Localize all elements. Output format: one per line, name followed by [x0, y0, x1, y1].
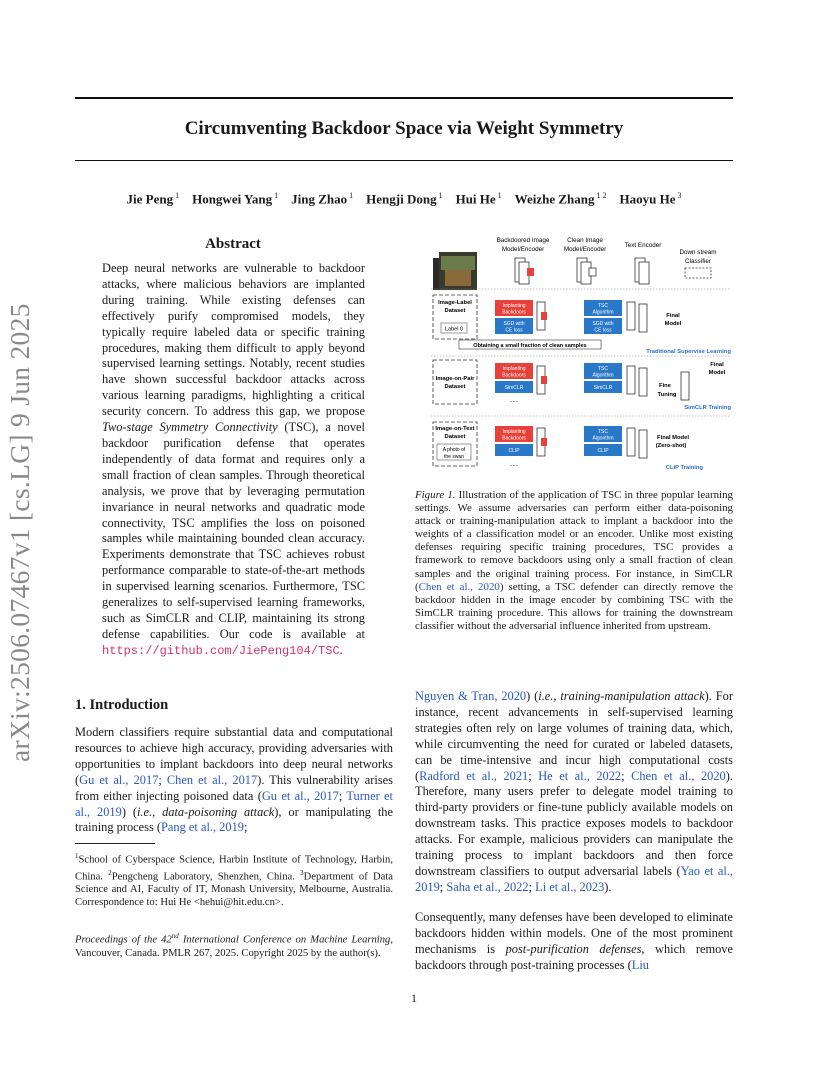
caption-text: ) setting, a TSC defender can directly remove the backdoor hidden in the image encoder by combining TSC with the SimCLR training procedure. This allows for training the downstream classifier without the adversarial influence inherited from upstream.: [415, 580, 733, 632]
intro-italic: i.e., data-poisoning attack: [136, 804, 275, 819]
citation-link[interactable]: Liu: [631, 957, 650, 972]
section-heading-introduction: 1. Introduction: [75, 697, 169, 713]
model-icon: [627, 302, 635, 330]
fine-tuning: Tuning: [657, 392, 677, 398]
citation-link[interactable]: Gu et al., 2017: [261, 788, 339, 803]
abstract-method-name: Two-stage Symmetry Connectivity: [102, 420, 278, 435]
model-icon: [681, 372, 689, 400]
author-name: Hongwei Yang: [192, 191, 273, 207]
proceedings-italic: Proceedings of the 42: [75, 934, 172, 946]
footnote-text: Pengcheng Laboratory, Shenzhen, China.: [111, 871, 301, 883]
label-text: Label 0: [444, 326, 464, 333]
final-model: Final Model: [657, 435, 689, 441]
implant-method: CLIP: [508, 448, 520, 454]
dataset-label: Image-Label: [438, 300, 472, 306]
header-clean: Clean Image: [567, 237, 603, 244]
dataset-label: Dataset: [444, 384, 466, 390]
citation-link[interactable]: Turner et al., 2019: [75, 788, 393, 819]
model-icon: [639, 430, 647, 458]
implant-text: Implanting: [502, 303, 526, 309]
dataset-label: Dataset: [444, 434, 466, 440]
citation-link[interactable]: Chen et al., 2017: [166, 772, 258, 787]
tsc-method: CE loss: [594, 327, 612, 334]
text-encoder-icon: [635, 258, 649, 284]
author-name: Hengji Dong: [366, 191, 437, 207]
final-model: Final: [666, 313, 680, 319]
implant-method: SimCLR: [504, 385, 524, 391]
author-name: Hui He: [455, 191, 496, 207]
author-affiliation: 1: [495, 191, 502, 200]
model-icon: [627, 366, 635, 394]
sample-image-part: [441, 256, 475, 270]
fine-tuning: Fine: [659, 383, 671, 389]
row-caption: CLIP Training: [665, 465, 703, 471]
citation-link[interactable]: He et al., 2022: [538, 768, 622, 783]
author-name: Weizhe Zhang: [514, 191, 595, 207]
header-text-encoder: Text Encoder: [624, 242, 662, 249]
proceedings-italic: International Conference on Machine Learning: [178, 934, 391, 946]
header-clean-2: Model/Encoder: [563, 246, 607, 253]
header-backdoored: Backdoored Image: [496, 237, 550, 244]
body-text: Consequently, many defenses have been developed to eliminate backdoors hidden within models. One of the most prominent mechanisms is: [415, 910, 733, 956]
citation-link[interactable]: Yao et al., 2019: [415, 863, 733, 894]
body-italic: post-purification defenses: [505, 941, 642, 956]
abstract-text-continued: (TSC), a novel backdoor purification defense that operates independently of data format and requires only a small fraction of clean samples. Through theoretical analysis, we prove that by leveraging permutation invariance in neural networks and quadratic mode connectivity, TSC amplifies the loss on poisoned samples while maintaining bounded clean accuracy. Experiments demonstrate that TSC achieves robust performance comparable to state-of-the-art methods in supervised learning scenarios. Furthermore, TSC generalizes to self-supervised learning frameworks, such as SimCLR and CLIP, maintaining its strong defense capabilities. Our code is available at: [102, 420, 365, 641]
model-icon: [541, 376, 547, 384]
model-icon: [627, 428, 635, 456]
footnote-rule: [75, 843, 155, 844]
body-text: ).: [604, 879, 612, 894]
author-list: [75, 191, 733, 207]
author-affiliation: 3: [675, 191, 682, 200]
row-caption: Traditional Supervise Learning: [646, 349, 731, 355]
page-number: 1: [411, 991, 417, 1005]
row-caption: SimCLR Training: [684, 405, 731, 411]
figure-1-diagram: [427, 232, 733, 478]
final-model: Final: [710, 362, 724, 368]
abstract-body: [102, 261, 365, 660]
body-italic: i.e., training-manipulation attack: [538, 689, 705, 703]
model-icon: [541, 312, 547, 320]
proceedings-text: , Vancouver, Canada. PMLR 267, 2025. Copyright 2025 by the author(s).: [75, 934, 393, 959]
footnote-text: Department of Data Science and AI, Faculty of IT, Monash University, Melbourne, Australia. Correspondence to: Hui He <hehui@hit.edu.cn>.: [75, 871, 393, 909]
author-affiliation: 1: [272, 191, 279, 200]
clean-model-icon: [577, 258, 596, 284]
tsc-text: Algorithm: [592, 372, 614, 379]
text-sample: the swan: [443, 454, 465, 460]
model-icon: [541, 438, 547, 446]
tsc-text: Algorithm: [592, 435, 614, 442]
tsc-method: SGD with: [592, 321, 614, 327]
body-text: ) (: [526, 689, 539, 703]
tsc-text: TSC: [598, 366, 608, 372]
intro-text: Modern classifiers require substantial data and computational resources to achieve high accuracy, providing adversaries with opportunities to implant backdoors into deep neural networks (: [75, 725, 393, 787]
citation-link[interactable]: Radford et al., 2021: [419, 768, 529, 783]
intro-paragraph: Modern classifiers require substantial data and computational resources to achieve high accuracy, providing adversaries with opportunities to implant backdoors into deep neural networks (Gu et al., 2017; Chen et al., 2017). This vulnerability arises from either injecting poisoned data (Gu et al., 2017; Turner et al., 2019) (i.e., data-poisoning attack), or manipulating the training process (Pang et al., 2019;: [75, 725, 393, 835]
body-text: ). Therefore, many users prefer to delegate model training to third-party providers or fine-tune publicly available models on downstream tasks. This practice exposes models to backdoor attacks. For example, malicious providers can manipulate the training process to implant backdoors and then force downstream classifiers to output adversarial labels (: [415, 768, 733, 878]
author-affiliation: 1 2: [594, 191, 607, 200]
footnote-text: School of Cyberspace Science, Harbin Institute of Technology, Harbin, China.: [75, 854, 393, 883]
tsc-text: TSC: [598, 429, 608, 435]
intro-text: ), or manipulating the training process (: [75, 804, 393, 835]
dots: ......: [509, 462, 519, 468]
tsc-text: Algorithm: [592, 309, 614, 316]
dataset-box: [433, 360, 477, 404]
author-affiliation: 1: [347, 191, 354, 200]
citation-link[interactable]: Chen et al., 2020: [631, 768, 726, 783]
dataset-label: Dataset: [444, 308, 466, 314]
sample-image-part: [445, 270, 471, 286]
intro-text: ;: [243, 820, 248, 835]
implant-text: Backdoors: [502, 309, 526, 316]
dots: ......: [509, 398, 519, 404]
caption-label: Figure 1.: [415, 489, 456, 501]
citation-link[interactable]: Saha et al., 2022: [446, 879, 529, 894]
code-link[interactable]: https://github.com/JiePeng104/TSC: [102, 643, 340, 658]
body-text: ). For instance, recent advancements in self-supervised learning strategies often rely on large volumes of training data, which, while circumventing the need for curated or labeled datasets, can be time-intensive and incur high computational costs (: [415, 689, 733, 783]
author-affiliation: 1: [173, 191, 180, 200]
final-model: (Zero-shot): [655, 443, 687, 449]
model-icon: [639, 368, 647, 396]
implant-method: CE loss: [505, 327, 523, 334]
author-name: Haoyu He: [619, 191, 676, 207]
backdoored-model-icon: [515, 258, 534, 284]
title-rule-top: [75, 97, 733, 99]
citation-link[interactable]: Chen et al., 2020: [418, 580, 500, 593]
tsc-method: CLIP: [597, 448, 609, 454]
right-column-paragraph-1: Nguyen & Tran, 2020) (i.e., training-manipulation attack). For instance, recent advancements in self-supervised learning strategies often rely on large volumes of training data, which, while circumventing the need for curated or labeled datasets, can be time-intensive and incur high computational costs (Radford et al., 2021; He et al., 2022; Chen et al., 2020). Therefore, many users prefer to delegate model training to third-party providers or fine-tune publicly available models on downstream tasks. This practice exposes models to backdoor attacks. For example, malicious providers can manipulate the training process to implant backdoors and then force downstream classifiers to output adversarial labels (Yao et al., 2019; Saha et al., 2022; Li et al., 2023).: [415, 689, 733, 894]
title-rule-bottom: [75, 160, 733, 161]
author-name: Jie Peng: [126, 191, 174, 207]
arxiv-sidebar-stamp: arXiv:2506.07467v1 [cs.LG] 9 Jun 2025: [4, 303, 35, 762]
abstract-text: Deep neural networks are vulnerable to backdoor attacks, where malicious behaviors are implanted during training. While existing defenses can effectively purify compromised models, they typically require labeled data or specific training procedures, making them difficult to apply beyond supervised learning settings. Notably, recent studies have shown successful backdoor attacks across various learning paradigms, highlighting a critical security concern. To address this gap, we propose: [102, 261, 365, 419]
header-downstream: Down stream: [679, 249, 717, 256]
dataset-label: Image-on-Pair: [435, 376, 475, 382]
citation-link[interactable]: Li et al., 2023: [535, 879, 605, 894]
implant-method: SGD with: [503, 321, 525, 327]
figure-caption: [415, 489, 733, 633]
implant-text: Backdoors: [502, 372, 526, 379]
implant-text: Implanting: [502, 429, 526, 435]
sample-image-stack: [433, 258, 439, 290]
text-sample: A photo of: [442, 447, 466, 453]
body-text: , which remove backdoors through post-training processes (: [415, 941, 734, 972]
tsc-text: TSC: [598, 303, 608, 309]
caption-text: Illustration of the application of TSC in three popular learning settings. We assume adversaries can perform either data-poisoning attack or training-manipulation attack to implant a backdoor into the weights of a classification model or an encoder. Unlike most existing defenses requiring specific training procedures, TSC provides a framework to remove backdoors using only a small fraction of clean samples and the original training process. For instance, in SimCLR (: [415, 489, 733, 593]
dataset-label: Image-on-Text: [435, 426, 475, 432]
intro-text: ). This vulnerability arises from either injecting poisoned data (: [75, 772, 393, 803]
affiliation-footnote: $^1$School of Cyberspace Science, Harbin Institute of Technology, Harbin, China. $^2$Pengcheng Laboratory, Shenzhen, China. $^3$Department of Data Science and AI, Faculty of IT, Monash University, Melbourne, Australia. Correspondence to: Hui He <hehui@hit.edu.cn>.: [75, 852, 393, 909]
proceedings-sup: nd: [171, 932, 179, 940]
paper-title: Circumventing Backdoor Space via Weight Symmetry: [184, 118, 624, 139]
proceedings-note: [75, 930, 393, 960]
model-icon: [639, 304, 647, 332]
bottom-label: Obtaining a small fraction of clean samples: [473, 343, 587, 349]
implant-text: Implanting: [502, 366, 526, 372]
abstract-heading: Abstract: [205, 236, 261, 252]
citation-link[interactable]: Nguyen & Tran, 2020: [415, 689, 527, 703]
citation-link[interactable]: Pang et al., 2019: [161, 820, 244, 835]
final-model: Model: [664, 321, 682, 327]
implant-text: Backdoors: [502, 435, 526, 442]
citation-link[interactable]: Gu et al., 2017: [79, 772, 159, 787]
classifier-icon: [685, 268, 711, 278]
right-column-paragraph-2: [415, 910, 733, 974]
author-name: Jing Zhao: [291, 191, 348, 207]
tsc-method: SimCLR: [593, 385, 613, 391]
author-affiliation: 1: [436, 191, 443, 200]
abstract-end: .: [339, 642, 343, 657]
final-model: Model: [708, 370, 726, 376]
header-backdoored-2: Model/Encoder: [501, 246, 545, 253]
intro-text: ) (: [121, 804, 137, 819]
header-downstream-2: Classifier: [685, 258, 711, 265]
